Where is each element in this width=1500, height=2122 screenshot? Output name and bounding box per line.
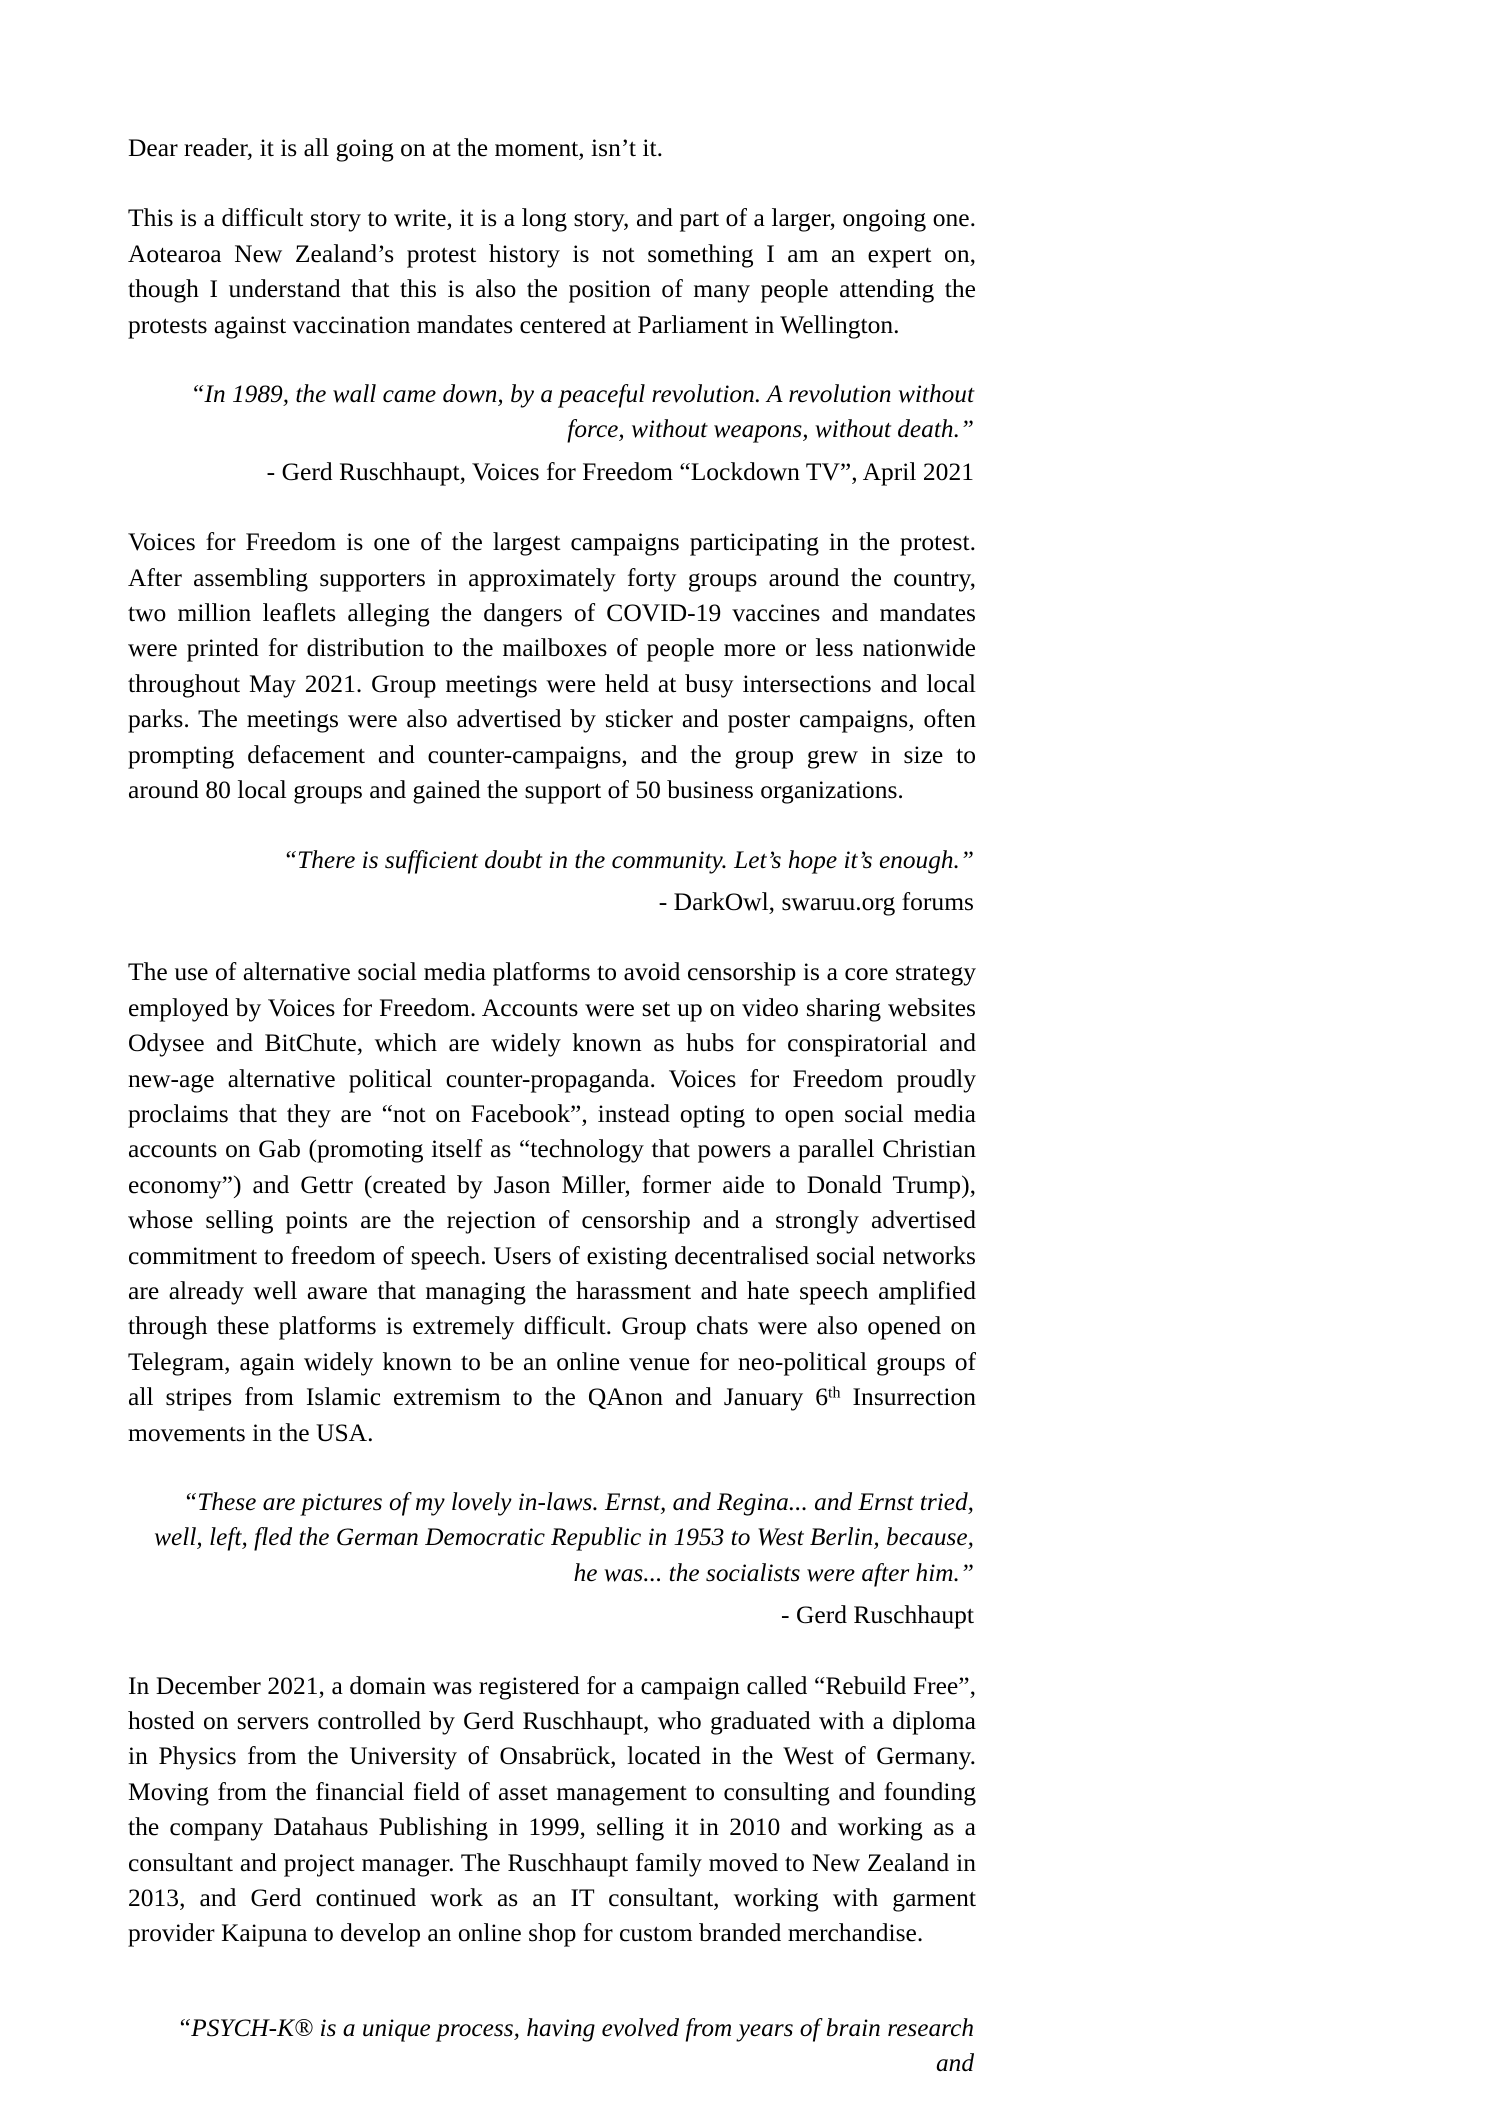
paragraph-alt-social-media-part1: The use of alternative social media platforms to avoid censorship is a core strategy employed by Voices for Freedom. Accounts were set up on video sharing websites Odysee and BitChute, which are widely known as hubs for conspiratorial and new-age alternative political counter-propaganda. Voices for Freedom proudly proclaims that they are “not on Facebook”, instead opting to open social media accounts on Gab (promoting itself as “technology that powers a parallel Christian economy”) and Gettr (created by Jason Miller, former aide to Donald Trump), whose selling points are the rejection of censorship and a strongly advertised commitment to freedom of speech. Users of existing decentralised social networks are already well aware that managing the harassment and hate speech amplified through these platforms is extremely difficult. Group chats were also opened on Telegram, again widely known to be an online venue for neo-political groups of all stripes from Islamic extremism to the QAnon and January 6 <box>128 957 976 1412</box>
document-text-column <box>128 130 976 2082</box>
quote-block-wall-came-down <box>128 377 976 489</box>
paragraph-alt-social-media <box>128 954 976 1450</box>
quote-block-in-laws <box>128 1485 976 1633</box>
quote-text-wall-came-down: “In 1989, the wall came down, by a peaceful revolution. A revolution without force, without weapons, without death.” <box>190 380 974 444</box>
paragraph-alt-social-media-part2: Insurrection movements in the USA. <box>128 1382 976 1447</box>
quote-attribution-sufficient-doubt: - DarkOwl, swaruu.org forums <box>658 886 974 916</box>
paragraph-difficult-story: This is a difficult story to write, it is a long story, and part of a larger, ongoing one. Aotearoa New Zealand’s protest history is not something I am an expert on, though I understand that this is also the position of many people attending the protests against vaccination mandates centered at Parliament in Wellington. <box>128 203 976 339</box>
quote-block-psych-k <box>128 2011 976 2082</box>
paragraph-intro: Dear reader, it is all going on at the moment, isn’t it. <box>128 133 664 162</box>
quote-attribution-wall-came-down: - Gerd Ruschhaupt, Voices for Freedom “Lockdown TV”, April 2021 <box>266 456 974 486</box>
paragraph-voices-for-freedom: Voices for Freedom is one of the largest campaigns participating in the protest. After assembling supporters in approximately forty groups around the country, two million leaflets alleging the dangers of COVID-19 vaccines and mandates were printed for distribution to the mailboxes of people more or less nationwide throughout May 2021. Group meetings were held at busy intersections and local parks. The meetings were also advertised by sticker and poster campaigns, often prompting defacement and counter-campaigns, and the group grew in size to around 80 local groups and gained the support of 50 business organizations. <box>128 527 976 805</box>
ordinal-superscript-th: th <box>828 1384 841 1402</box>
quote-text-in-laws: “These are pictures of my lovely in-laws. Ernst, and Regina... and Ernst tried, well, left, fled the German Democratic Republic in 1953 to West Berlin, because, he was... the socialists were after him.” <box>154 1488 974 1587</box>
quote-text-psych-k: “PSYCH-K® is a unique process, having evolved from years of brain research and <box>177 2013 974 2078</box>
quote-block-sufficient-doubt <box>128 843 976 920</box>
quote-text-sufficient-doubt: “There is sufficient doubt in the community. Let’s hope it’s enough.” <box>283 845 974 874</box>
quote-attribution-in-laws: - Gerd Ruschhaupt <box>781 1600 974 1630</box>
paragraph-rebuild-free: In December 2021, a domain was registered for a campaign called “Rebuild Free”, hosted on servers controlled by Gerd Ruschhaupt, who graduated with a diploma in Physics from the University of Onsabrück, located in the West of Germany. Moving from the financial field of asset management to consulting and founding the company Datahaus Publishing in 1999, selling it in 2010 and working as a consultant and project manager. The Ruschhaupt family moved to New Zealand in 2013, and Gerd continued work as an IT consultant, working with garment provider Kaipuna to develop an online shop for custom branded merchandise. <box>128 1670 976 1948</box>
spacer <box>128 1986 976 2011</box>
